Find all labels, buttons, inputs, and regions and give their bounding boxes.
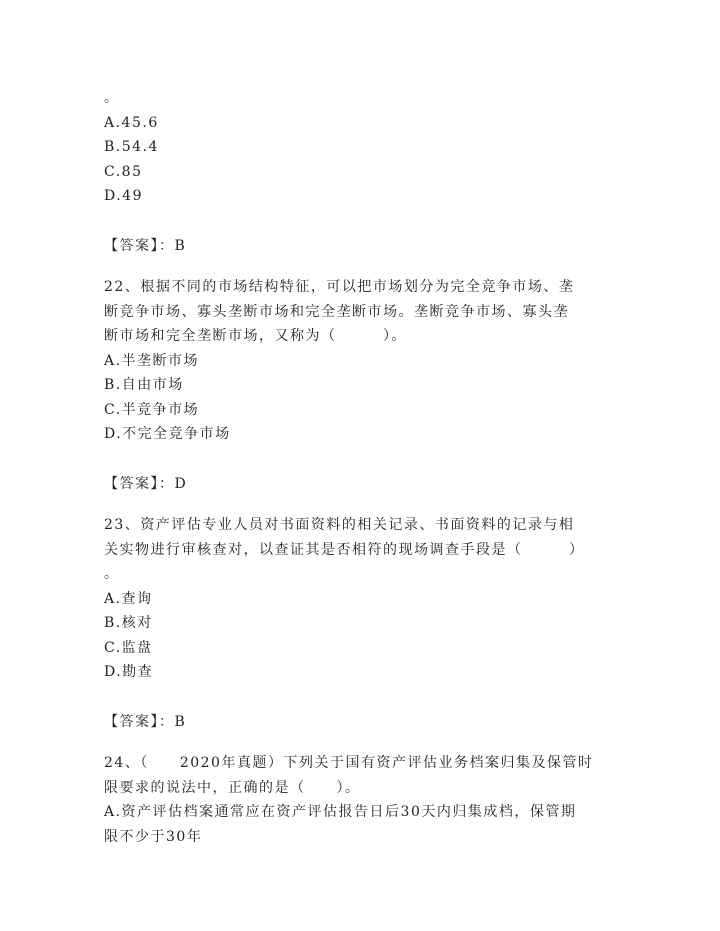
answer-label: 【答案】：B [104,237,187,254]
question-text-line: 。 [104,566,120,582]
document-page [104,86,624,849]
question-text-line: 24、（ 2020年真题）下列关于国有资产评估业务档案归集及保管时 [104,755,594,771]
option-a: A.45.6 [104,114,159,131]
answer-label: 【答案】：B [104,713,187,730]
option-d: D.49 [104,188,143,204]
option-a-continuation: 限不少于30年 [104,828,203,845]
question-text-line: 断市场和完全垄断市场，又称为（ ）。 [104,328,407,344]
option-a: A.查询 [104,590,153,607]
question-text-line: 限要求的说法中，正确的是（ ）。 [104,779,361,796]
option-b: B.54.4 [104,139,159,155]
option-b: B.自由市场 [104,377,184,393]
question-block-24 [104,751,624,849]
answer-label: 【答案】：D [104,475,188,492]
option-a: A.半垄断市场 [104,352,200,369]
option-d: D.勘查 [104,664,154,680]
option-d: D.不完全竞争市场 [104,426,231,442]
question-text-line: 23、资产评估专业人员对书面资料的相关记录、书面资料的记录与相 [104,517,575,533]
question-text-line: 断竞争市场、寡头垄断市场和完全垄断市场。垄断竞争市场、寡头垄 [104,303,569,320]
question-text-line: 22、根据不同的市场结构特征，可以把市场划分为完全竞争市场、垄 [104,279,575,295]
option-b: B.核对 [104,615,153,631]
question-block-23 [104,513,624,751]
question-block-22 [104,275,624,513]
option-c: C.85 [104,163,143,180]
option-c: C.监盘 [104,639,153,656]
question-block-previous [104,86,624,275]
option-c: C.半竞争市场 [104,401,200,418]
option-a: A.资产评估档案通常应在资产评估报告日后30天内归集成档，保管期 [104,804,577,820]
question-text-line: 关实物进行审核查对，以查证其是否相符的现场调查手段是（ ） [104,541,585,558]
question-continuation: 。 [104,90,120,106]
